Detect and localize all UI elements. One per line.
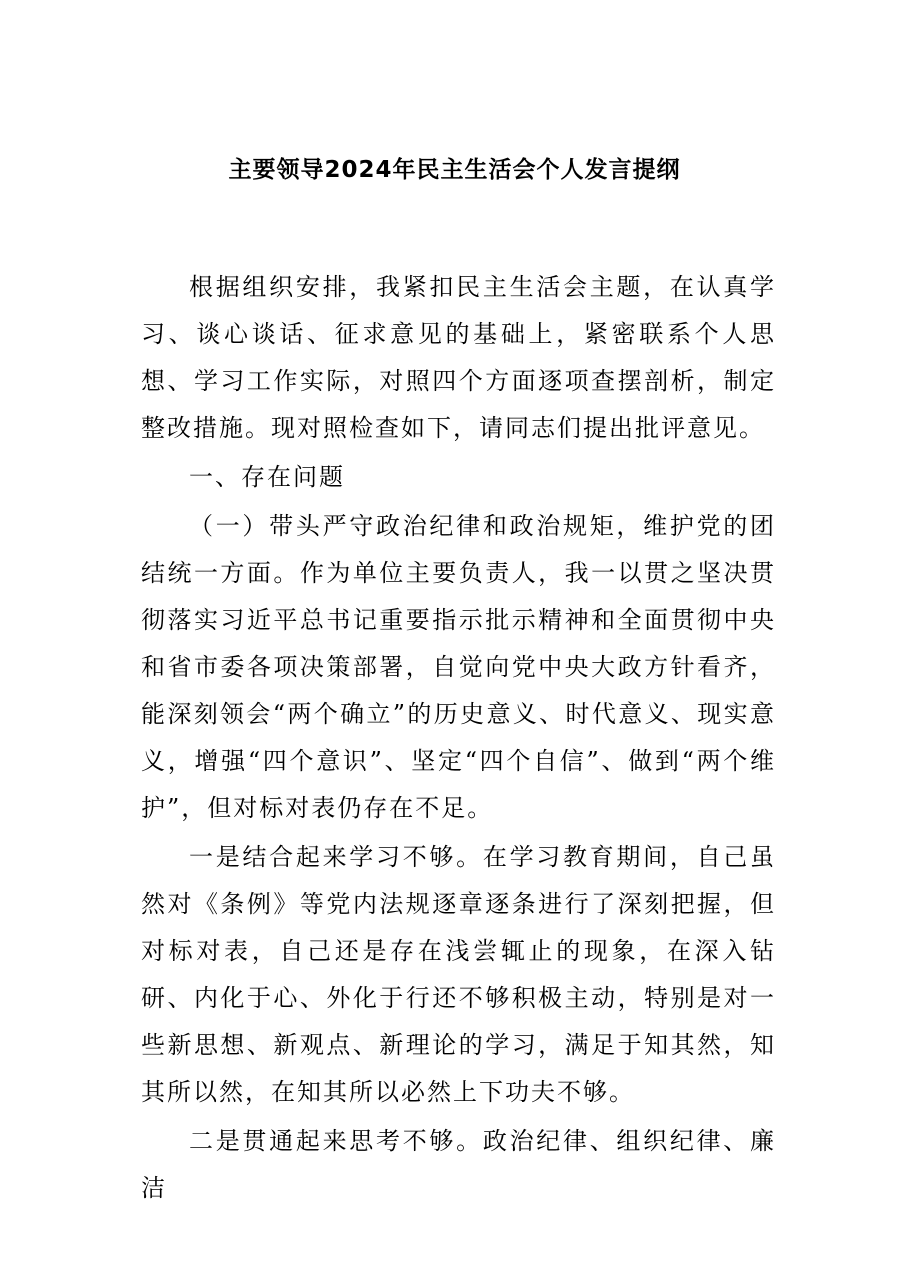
paragraph-political-discipline: （一）带头严守政治纪律和政治规矩，维护党的团结统一方面。作为单位主要负责人，我一以贯之坚决贯彻落实习近平总书记重要指示批示精神和全面贯彻中央和省市委各项决策部署，自觉向党中央大政方针看齐，能深刻领会“两个确立”的历史意义、时代意义、现实意义，增强“四个意识”、坚定“四个自信”、做到“两个维护”，但对标对表仍存在不足。 — [141, 512, 776, 822]
section-heading-problems: 一、存在问题 — [189, 463, 345, 491]
document-body — [141, 264, 776, 1214]
document-title: 主要领导2024年民主生活会个人发言提纲 — [228, 157, 681, 183]
paragraph-point-two: 二是贯通起来思考不够。政治纪律、组织纪律、廉洁 — [141, 1127, 776, 1202]
paragraph-point-one: 一是结合起来学习不够。在学习教育期间，自己虽然对《条例》等党内法规逐章逐条进行了深刻把握，但对标对表，自己还是存在浅尝辄止的现象，在深入钻研、内化于心、外化于行还不够积极主动，特别是对一些新思想、新观点、新理论的学习，满足于知其然，知其所以然，在知其所以必然上下功夫不够。 — [141, 843, 776, 1106]
paragraph-intro: 根据组织安排，我紧扣民主生活会主题，在认真学习、谈心谈话、征求意见的基础上，紧密联系个人思想、学习工作实际，对照四个方面逐项查摆剖析，制定整改措施。现对照检查如下，请同志们提出批评意见。 — [141, 273, 776, 442]
